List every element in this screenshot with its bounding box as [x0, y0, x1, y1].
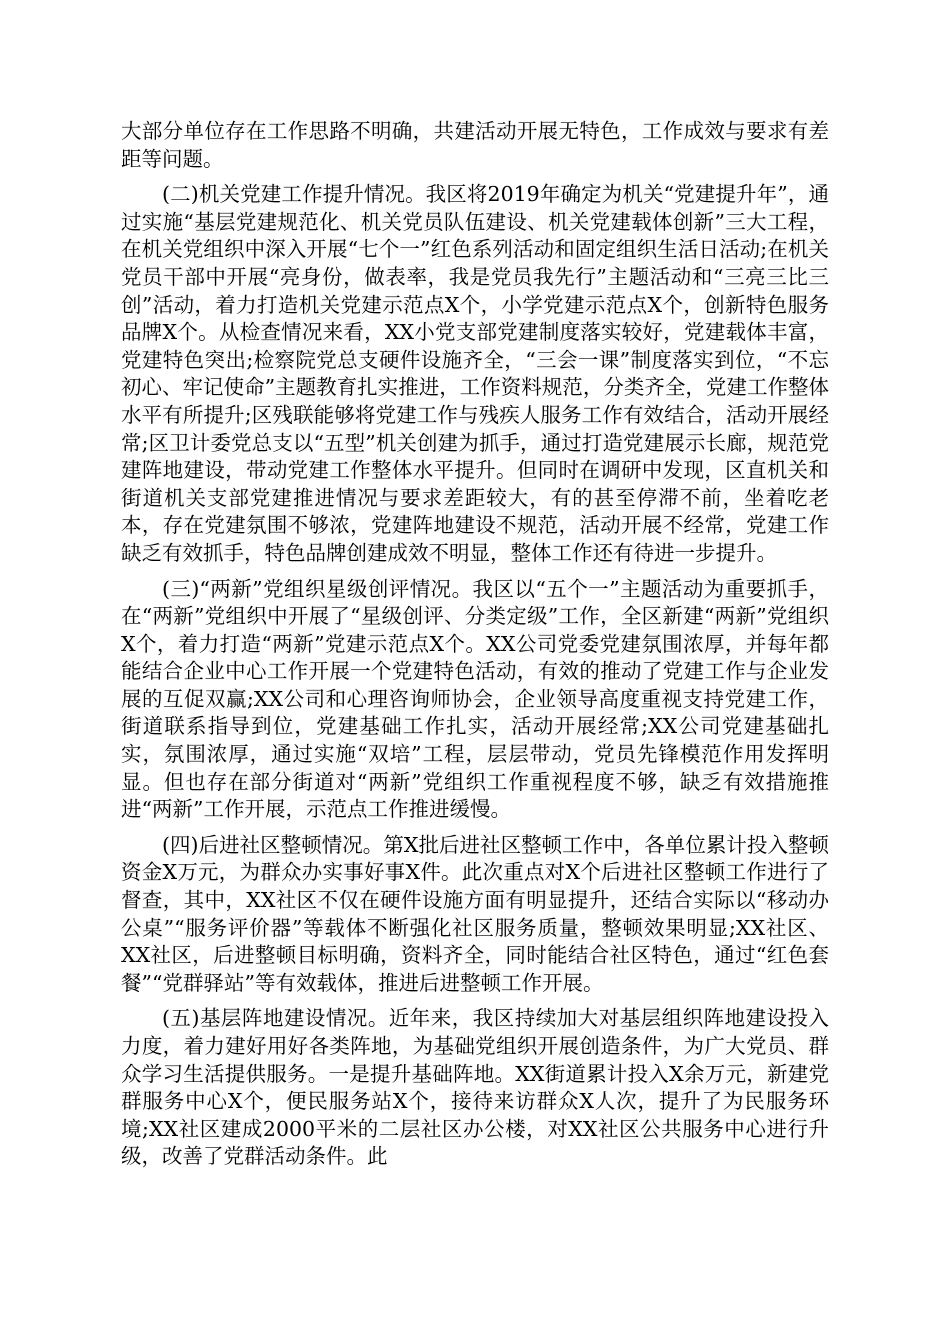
- document-page: [121, 118, 829, 1179]
- paragraph-section-5: (五)基层阵地建设情况。近年来，我区持续加大对基层组织阵地建设投入力度，着力建好用好各类阵地，为基础党组织开展创造条件，为广大党员、群众学习生活提供服务。一是提升基础阵地。XX街道累计投入X余万元，新建党群服务中心X个，便民服务站X个，接待来访群众X人次，提升了为民服务环境;XX社区建成2000平米的二层社区办公楼，对XX社区公共服务中心进行升级，改善了党群活动条件。此: [121, 1006, 829, 1169]
- paragraph-continuation: 大部分单位存在工作思路不明确，共建活动开展无特色，工作成效与要求有差距等问题。: [121, 119, 829, 171]
- paragraph-section-4: (四)后进社区整顿情况。第X批后进社区整顿工作中，各单位累计投入整顿资金X万元，为群众办实事好事X件。此次重点对X个后进社区整顿工作进行了督查，其中，XX社区不仅在硬件设施方面有明显提升，还结合实际以“移动办公桌”“服务评价器”等载体不断强化社区服务质量，整顿效果明显;XX社区、XX社区，后进整顿目标明确，资料齐全，同时能结合社区特色，通过“红色套餐”“党群驿站”等有效载体，推进后进整顿工作开展。: [121, 832, 829, 995]
- paragraph-section-2: (二)机关党建工作提升情况。我区将2019年确定为机关“党建提升年”，通过实施“基层党建规范化、机关党员队伍建设、机关党建载体创新”三大工程，在机关党组织中深入开展“七个一”红色系列活动和固定组织生活日活动;在机关党员干部中开展“亮身份，做表率，我是党员我先行”主题活动和“三亮三比三创”活动，着力打造机关党建示范点X个，小学党建示范点X个，创新特色服务品牌X个。从检查情况来看，XX小党支部党建制度落实较好，党建载体丰富，党建特色突出;检察院党总支硬件设施齐全，“三会一课”制度落实到位，“不忘初心、牢记使命”主题教育扎实推进，工作资料规范，分类齐全，党建工作整体水平有所提升;区残联能够将党建工作与残疾人服务工作有效结合，活动开展经常;区卫计委党总支以“五型”机关创建为抓手，通过打造党建展示长廊，规范党建阵地建设，带动党建工作整体水平提升。但同时在调研中发现，区直机关和街道机关支部党建推进情况与要求差距较大，有的甚至停滞不前，坐着吃老本，存在党建氛围不够浓，党建阵地建设不规范，活动开展不经常，党建工作缺乏有效抓手，特色品牌创建成效不明显，整体工作还有待进一步提升。: [121, 182, 829, 565]
- paragraph-section-3: (三)“两新”党组织星级创评情况。我区以“五个一”主题活动为重要抓手，在“两新”党组织中开展了“星级创评、分类定级”工作，全区新建“两新”党组织X个，着力打造“两新”党建示范点X个。XX公司党委党建氛围浓厚，并每年都能结合企业中心工作开展一个党建特色活动，有效的推动了党建工作与企业发展的互促双赢;XX公司和心理咨询师协会，企业领导高度重视支持党建工作，街道联系指导到位，党建基础工作扎实，活动开展经常;XX公司党建基础扎实，氛围浓厚，通过实施“双培”工程，层层带动，党员先锋模范作用发挥明显。但也存在部分街道对“两新”党组织工作重视程度不够，缺乏有效措施推进“两新”工作开展，示范点工作推进缓慢。: [121, 576, 829, 822]
